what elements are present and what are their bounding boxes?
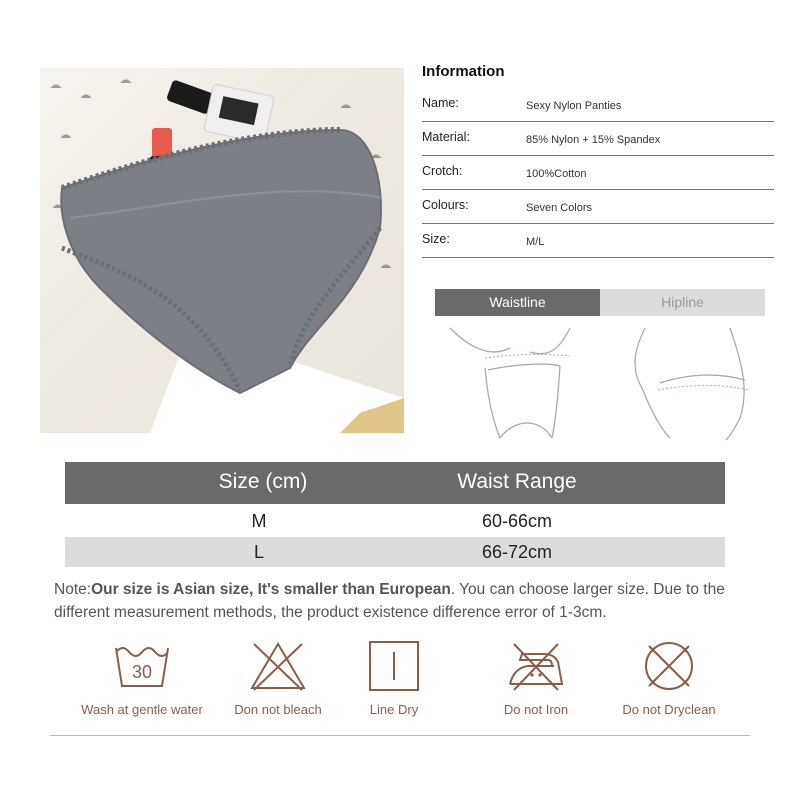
info-label: Size: <box>422 232 450 246</box>
table-row <box>65 537 725 567</box>
waist-cell: 60-66cm <box>481 511 553 531</box>
size-column-header: Size (cm) <box>218 470 308 493</box>
info-label: Colours: <box>422 198 469 212</box>
info-value: 85% Nylon + 15% Spandex <box>526 134 661 146</box>
info-label: Material: <box>422 130 470 144</box>
note-prefix: Note: <box>54 581 92 598</box>
info-row-size <box>422 224 774 258</box>
waist-column-header: Waist Range <box>457 470 577 493</box>
info-panel <box>422 62 774 258</box>
info-row-name <box>422 88 774 122</box>
care-label: Line Dry <box>369 702 419 717</box>
measurement-tabs <box>435 289 765 316</box>
info-value: Sexy Nylon Panties <box>526 100 622 112</box>
no-iron-icon <box>506 640 566 692</box>
info-label: Name: <box>422 96 459 110</box>
wash-30-icon <box>112 640 172 692</box>
divider <box>50 735 750 736</box>
product-photo <box>40 68 404 433</box>
care-label: Wash at gentle water <box>81 702 203 717</box>
care-item-dry <box>314 640 474 717</box>
note-bold: Our size is Asian size, It's smaller than European <box>91 581 451 598</box>
info-value: M/L <box>526 236 545 248</box>
size-cell: L <box>253 542 265 562</box>
nail-polish-bottle <box>152 128 172 158</box>
tab-waistline[interactable]: Waistline <box>435 289 600 316</box>
care-item-dryclean <box>589 640 749 717</box>
waist-cell: 66-72cm <box>481 542 553 562</box>
size-cell: M <box>251 511 267 531</box>
care-label: Do not Iron <box>503 702 569 717</box>
info-value: Seven Colors <box>526 202 593 214</box>
info-value: 100%Cotton <box>526 168 587 180</box>
info-row-colours <box>422 190 774 224</box>
measurement-illustration <box>430 318 770 443</box>
svg-text:30: 30 <box>131 662 153 682</box>
note-rest: . You can choose larger size. Due to the different measurement methods, the product existence difference error of 1-3cm. <box>54 581 725 621</box>
no-bleach-icon <box>248 640 308 692</box>
info-title: Information <box>422 63 505 80</box>
line-dry-icon <box>364 640 424 692</box>
care-label: Do not Dryclean <box>622 702 716 717</box>
info-label: Crotch: <box>422 164 463 178</box>
no-dryclean-icon <box>639 640 699 692</box>
size-note <box>54 578 774 624</box>
info-row-crotch <box>422 156 774 190</box>
size-table-header <box>65 462 725 504</box>
tab-hipline[interactable]: Hipline <box>600 289 765 316</box>
info-row-material <box>422 122 774 156</box>
table-row <box>65 506 725 536</box>
care-label: Don not bleach <box>234 702 322 717</box>
